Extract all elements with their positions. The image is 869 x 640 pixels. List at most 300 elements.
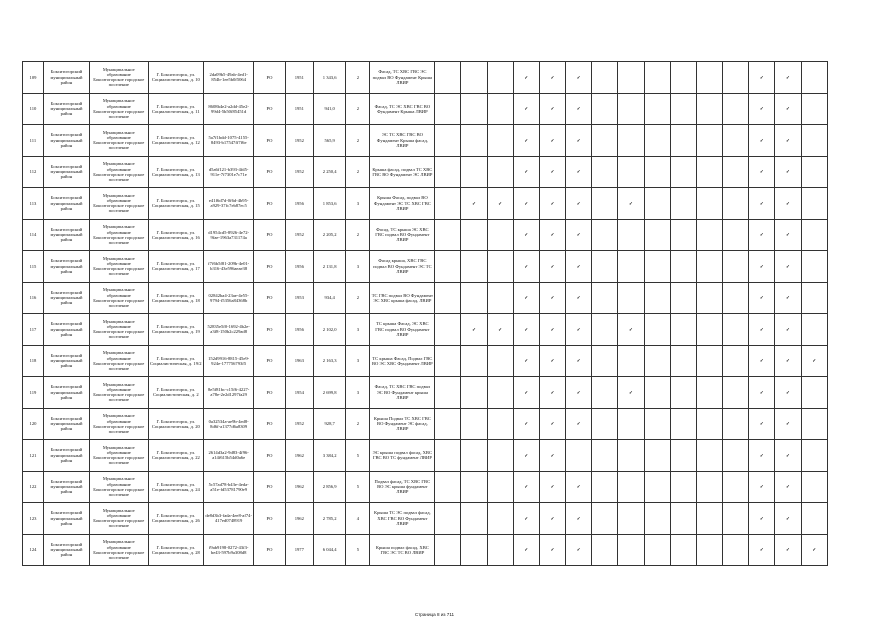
year-cell: 1954 <box>285 377 313 409</box>
year-cell: 1951 <box>285 62 313 94</box>
empty-cell <box>618 156 644 188</box>
empty-cell <box>461 345 487 377</box>
checkmark-icon: ✓ <box>775 471 801 503</box>
checkmark-icon: ✓ <box>487 314 513 346</box>
empty-cell <box>618 251 644 283</box>
checkmark-icon: ✓ <box>775 440 801 472</box>
type-cell: РО <box>254 62 285 94</box>
checkmark-icon: ✓ <box>513 314 539 346</box>
address-cell: Г. Бокситогорск, ул. Социалистическая, д. 20 <box>148 408 203 440</box>
empty-cell <box>592 156 618 188</box>
area-cell: 565,9 <box>313 125 345 157</box>
empty-cell <box>461 125 487 157</box>
empty-cell <box>461 282 487 314</box>
empty-cell <box>723 377 749 409</box>
type-cell: РО <box>254 471 285 503</box>
empty-cell <box>644 503 670 535</box>
year-cell: 1952 <box>285 408 313 440</box>
empty-cell <box>801 440 828 472</box>
count-cell: 2 <box>346 282 370 314</box>
checkmark-icon: ✓ <box>775 251 801 283</box>
empty-cell <box>435 534 461 566</box>
empty-cell <box>696 188 722 220</box>
checkmark-icon: ✓ <box>749 408 775 440</box>
empty-cell <box>487 440 513 472</box>
empty-cell <box>644 345 670 377</box>
municipality-cell: Муниципальное образование Бокситогорское городское поселение <box>89 125 148 157</box>
count-cell: 2 <box>346 93 370 125</box>
empty-cell <box>801 408 828 440</box>
checkmark-icon: ✓ <box>566 408 592 440</box>
empty-cell <box>644 314 670 346</box>
works-cell: ЭС ТС ХВС ГВС ВО Фундамент Крыша фасад, ЛВИР <box>370 125 435 157</box>
checkmark-icon: ✓ <box>775 314 801 346</box>
count-cell: 4 <box>346 503 370 535</box>
works-cell: ЭС крыша подвал фасад, ХВС ГВС ВО ТС фундамент ЛВИР <box>370 440 435 472</box>
empty-cell <box>723 345 749 377</box>
guid-cell: 152d9916-8815-45e9-924e-177756793f5 <box>204 345 254 377</box>
empty-cell <box>696 503 722 535</box>
area-cell: 2 856,9 <box>313 471 345 503</box>
empty-cell <box>592 534 618 566</box>
empty-cell <box>644 188 670 220</box>
checkmark-icon: ✓ <box>775 503 801 535</box>
empty-cell <box>644 156 670 188</box>
table-row <box>23 440 828 472</box>
district-cell: Бокситогорский муниципальный район <box>43 125 89 157</box>
type-cell: РО <box>254 408 285 440</box>
guid-cell: f7f6b5f81-209b-4e01-b316-43e596aeae38 <box>204 251 254 283</box>
year-cell: 1952 <box>285 156 313 188</box>
empty-cell <box>723 471 749 503</box>
row-number: 112 <box>23 156 44 188</box>
empty-cell <box>618 471 644 503</box>
empty-cell <box>696 125 722 157</box>
checkmark-icon: ✓ <box>749 282 775 314</box>
checkmark-icon: ✓ <box>749 503 775 535</box>
empty-cell <box>487 377 513 409</box>
area-cell: 1 343,6 <box>313 62 345 94</box>
guid-cell: 2614d3a2-9d83-4f96-a14f615b54d0a6e <box>204 440 254 472</box>
checkmark-icon: ✓ <box>801 534 828 566</box>
municipality-cell: Муниципальное образование Бокситогорское городское поселение <box>89 345 148 377</box>
checkmark-icon: ✓ <box>539 282 565 314</box>
empty-cell <box>696 219 722 251</box>
empty-cell <box>801 125 828 157</box>
row-number: 110 <box>23 93 44 125</box>
guid-cell: 52835e5f0-1692-4b2e-a3f8-150b2c229ad8 <box>204 314 254 346</box>
empty-cell <box>801 314 828 346</box>
empty-cell <box>696 93 722 125</box>
checkmark-icon: ✓ <box>749 440 775 472</box>
empty-cell <box>461 471 487 503</box>
guid-cell: 02842ba4-23ae-4e55-9794-f5356a84368b <box>204 282 254 314</box>
empty-cell <box>670 440 696 472</box>
empty-cell <box>487 408 513 440</box>
type-cell: РО <box>254 440 285 472</box>
empty-cell <box>592 62 618 94</box>
empty-cell <box>592 377 618 409</box>
guid-cell: e41f6d7d-0f6d-4b95-a929-37fc7eb87ec5 <box>204 188 254 220</box>
table-row <box>23 345 828 377</box>
municipality-cell: Муниципальное образование Бокситогорское городское поселение <box>89 503 148 535</box>
checkmark-icon: ✓ <box>749 62 775 94</box>
empty-cell <box>461 93 487 125</box>
empty-cell <box>435 314 461 346</box>
empty-cell <box>801 251 828 283</box>
count-cell: 2 <box>346 219 370 251</box>
checkmark-icon: ✓ <box>539 408 565 440</box>
checkmark-icon: ✓ <box>539 251 565 283</box>
empty-cell <box>670 534 696 566</box>
empty-cell <box>696 156 722 188</box>
empty-cell <box>670 471 696 503</box>
municipality-cell: Муниципальное образование Бокситогорское городское поселение <box>89 534 148 566</box>
empty-cell <box>592 345 618 377</box>
empty-cell <box>592 282 618 314</box>
checkmark-icon: ✓ <box>513 408 539 440</box>
empty-cell <box>461 534 487 566</box>
area-cell: 3 384,2 <box>313 440 345 472</box>
checkmark-icon: ✓ <box>566 125 592 157</box>
district-cell: Бокситогорский муниципальный район <box>43 62 89 94</box>
empty-cell <box>644 125 670 157</box>
empty-cell <box>592 440 618 472</box>
works-cell: Крыша Фасад, подвал ВО Фундамент ЭС ТС ХВС ГВС ЛВИР <box>370 188 435 220</box>
area-cell: 928,7 <box>313 408 345 440</box>
empty-cell <box>644 282 670 314</box>
table-row <box>23 93 828 125</box>
empty-cell <box>461 377 487 409</box>
empty-cell <box>670 219 696 251</box>
checkmark-icon: ✓ <box>566 62 592 94</box>
empty-cell <box>487 534 513 566</box>
empty-cell <box>801 471 828 503</box>
checkmark-icon: ✓ <box>566 156 592 188</box>
checkmark-icon: ✓ <box>749 188 775 220</box>
type-cell: РО <box>254 156 285 188</box>
district-cell: Бокситогорский муниципальный район <box>43 219 89 251</box>
works-cell: ТС ГВС подвал ВО Фундамент ЭС ХВС крыша фасад, ЛВИР <box>370 282 435 314</box>
municipality-cell: Муниципальное образование Бокситогорское городское поселение <box>89 471 148 503</box>
empty-cell <box>723 93 749 125</box>
checkmark-icon: ✓ <box>775 345 801 377</box>
checkmark-icon: ✓ <box>775 62 801 94</box>
works-cell: Крыша фасад, подвал ТС ХВС ГВС ВО Фундамент ЭС ЛВИР <box>370 156 435 188</box>
year-cell: 1956 <box>285 251 313 283</box>
checkmark-icon: ✓ <box>749 534 775 566</box>
empty-cell <box>487 219 513 251</box>
count-cell: 3 <box>346 345 370 377</box>
empty-cell <box>696 408 722 440</box>
works-cell: Фасад крыша, ХВС ГВС подвал ВО Фундамент ЭС ТС ЛВИР <box>370 251 435 283</box>
checkmark-icon: ✓ <box>566 188 592 220</box>
municipality-cell: Муниципальное образование Бокситогорское городское поселение <box>89 282 148 314</box>
empty-cell <box>696 377 722 409</box>
municipality-cell: Муниципальное образование Бокситогорское городское поселение <box>89 219 148 251</box>
empty-cell <box>644 251 670 283</box>
checkmark-icon: ✓ <box>566 219 592 251</box>
checkmark-icon: ✓ <box>775 188 801 220</box>
guid-cell: 2da09b5-49ab-4ed1-854b-1ee5b0f5064 <box>204 62 254 94</box>
guid-cell: 8e5f81bc-c15f6-4227-a78e-2e2d1297fa29 <box>204 377 254 409</box>
checkmark-icon: ✓ <box>513 377 539 409</box>
count-cell: 2 <box>346 62 370 94</box>
empty-cell <box>592 503 618 535</box>
area-cell: 2 785,2 <box>313 503 345 535</box>
empty-cell <box>670 314 696 346</box>
empty-cell <box>723 125 749 157</box>
checkmark-icon: ✓ <box>513 219 539 251</box>
empty-cell <box>723 282 749 314</box>
checkmark-icon: ✓ <box>566 314 592 346</box>
checkmark-icon: ✓ <box>513 125 539 157</box>
empty-cell <box>801 62 828 94</box>
empty-cell <box>435 125 461 157</box>
address-cell: Г. Бокситогорск, ул. Социалистическая, д. 26 <box>148 503 203 535</box>
empty-cell <box>435 188 461 220</box>
row-number: 120 <box>23 408 44 440</box>
checkmark-icon: ✓ <box>775 156 801 188</box>
empty-cell <box>670 503 696 535</box>
empty-cell <box>461 62 487 94</box>
row-number: 123 <box>23 503 44 535</box>
area-cell: 2 205,2 <box>313 219 345 251</box>
area-cell: 2 250,4 <box>313 156 345 188</box>
year-cell: 1956 <box>285 188 313 220</box>
empty-cell <box>566 440 592 472</box>
guid-cell: 5a7f1bdd-1075-4155-8493-b17547ff7f6e <box>204 125 254 157</box>
empty-cell <box>696 282 722 314</box>
year-cell: 1962 <box>285 440 313 472</box>
empty-cell <box>670 251 696 283</box>
empty-cell <box>592 125 618 157</box>
count-cell: 2 <box>346 125 370 157</box>
year-cell: 1977 <box>285 534 313 566</box>
checkmark-icon: ✓ <box>775 534 801 566</box>
area-cell: 2 131,8 <box>313 251 345 283</box>
empty-cell <box>487 503 513 535</box>
municipality-cell: Муниципальное образование Бокситогорское городское поселение <box>89 188 148 220</box>
checkmark-icon: ✓ <box>539 125 565 157</box>
empty-cell <box>435 345 461 377</box>
empty-cell <box>670 93 696 125</box>
checkmark-icon: ✓ <box>539 93 565 125</box>
empty-cell <box>592 251 618 283</box>
empty-cell <box>435 408 461 440</box>
district-cell: Бокситогорский муниципальный район <box>43 282 89 314</box>
empty-cell <box>435 93 461 125</box>
type-cell: РО <box>254 125 285 157</box>
checkmark-icon: ✓ <box>749 251 775 283</box>
empty-cell <box>435 282 461 314</box>
checkmark-icon: ✓ <box>566 377 592 409</box>
checkmark-icon: ✓ <box>513 251 539 283</box>
empty-cell <box>644 62 670 94</box>
checkmark-icon: ✓ <box>618 377 644 409</box>
guid-cell: f9ab9198-0272-43f3-be43-597b9a308d8 <box>204 534 254 566</box>
empty-cell <box>696 62 722 94</box>
empty-cell <box>487 345 513 377</box>
empty-cell <box>487 93 513 125</box>
checkmark-icon: ✓ <box>618 188 644 220</box>
empty-cell <box>696 440 722 472</box>
checkmark-icon: ✓ <box>618 314 644 346</box>
checkmark-icon: ✓ <box>513 503 539 535</box>
checkmark-icon: ✓ <box>539 377 565 409</box>
empty-cell <box>801 188 828 220</box>
housing-registry-table <box>22 61 828 566</box>
address-cell: Г. Бокситогорск, ул. Социалистическая, д. 2 <box>148 377 203 409</box>
empty-cell <box>592 219 618 251</box>
empty-cell <box>592 314 618 346</box>
checkmark-icon: ✓ <box>539 471 565 503</box>
district-cell: Бокситогорский муниципальный район <box>43 156 89 188</box>
address-cell: Г. Бокситогорск, ул. Социалистическая, д. 17 <box>148 251 203 283</box>
municipality-cell: Муниципальное образование Бокситогорское городское поселение <box>89 440 148 472</box>
district-cell: Бокситогорский муниципальный район <box>43 251 89 283</box>
address-cell: Г. Бокситогорск, ул. Социалистическая, д. 10 <box>148 62 203 94</box>
count-cell: 3 <box>346 377 370 409</box>
empty-cell <box>670 408 696 440</box>
checkmark-icon: ✓ <box>566 282 592 314</box>
table-row <box>23 188 828 220</box>
area-cell: 934,4 <box>313 282 345 314</box>
municipality-cell: Муниципальное образование Бокситогорское городское поселение <box>89 314 148 346</box>
empty-cell <box>670 345 696 377</box>
guid-cell: 0a32534a-ae9b-4ed8-8d6f-a1377d6a8309 <box>204 408 254 440</box>
guid-cell: 5c57ad78-b43e-4eda-a51e-fd53781790e9 <box>204 471 254 503</box>
checkmark-icon: ✓ <box>775 219 801 251</box>
address-cell: Г. Бокситогорск, ул. Социалистическая, д. 24 <box>148 471 203 503</box>
checkmark-icon: ✓ <box>539 345 565 377</box>
guid-cell: d5a6f121-b393-4fd5-911e-7f7301e7c71e <box>204 156 254 188</box>
checkmark-icon: ✓ <box>539 219 565 251</box>
empty-cell <box>487 251 513 283</box>
district-cell: Бокситогорский муниципальный район <box>43 188 89 220</box>
district-cell: Бокситогорский муниципальный район <box>43 503 89 535</box>
empty-cell <box>487 156 513 188</box>
row-number: 116 <box>23 282 44 314</box>
empty-cell <box>461 251 487 283</box>
checkmark-icon: ✓ <box>539 188 565 220</box>
empty-cell <box>670 125 696 157</box>
checkmark-icon: ✓ <box>749 471 775 503</box>
checkmark-icon: ✓ <box>749 156 775 188</box>
checkmark-icon: ✓ <box>539 314 565 346</box>
empty-cell <box>723 251 749 283</box>
empty-cell <box>723 314 749 346</box>
empty-cell <box>435 440 461 472</box>
table-row <box>23 408 828 440</box>
empty-cell <box>670 188 696 220</box>
empty-cell <box>723 62 749 94</box>
empty-cell <box>435 251 461 283</box>
empty-cell <box>670 282 696 314</box>
row-number: 117 <box>23 314 44 346</box>
year-cell: 1951 <box>285 93 313 125</box>
table-row <box>23 62 828 94</box>
table-row <box>23 125 828 157</box>
empty-cell <box>723 440 749 472</box>
checkmark-icon: ✓ <box>775 93 801 125</box>
works-cell: Фасад, ТС ХВС ГВС подвал ЭС ВО Фундамент крыша ЛВИР <box>370 377 435 409</box>
year-cell: 1963 <box>285 345 313 377</box>
count-cell: 3 <box>346 314 370 346</box>
table-row <box>23 282 828 314</box>
empty-cell <box>723 534 749 566</box>
empty-cell <box>670 377 696 409</box>
table-row <box>23 156 828 188</box>
year-cell: 1952 <box>285 125 313 157</box>
district-cell: Бокситогорский муниципальный район <box>43 93 89 125</box>
empty-cell <box>618 93 644 125</box>
checkmark-icon: ✓ <box>513 156 539 188</box>
checkmark-icon: ✓ <box>513 345 539 377</box>
page-footer: Страница 8 из 711 <box>414 612 455 617</box>
empty-cell <box>644 408 670 440</box>
empty-cell <box>723 156 749 188</box>
empty-cell <box>644 471 670 503</box>
table-row <box>23 503 828 535</box>
table-row <box>23 534 828 566</box>
row-number: 111 <box>23 125 44 157</box>
type-cell: РО <box>254 282 285 314</box>
district-cell: Бокситогорский муниципальный район <box>43 471 89 503</box>
empty-cell <box>644 93 670 125</box>
table-row <box>23 219 828 251</box>
empty-cell <box>592 408 618 440</box>
address-cell: Г. Бокситогорск, ул. Социалистическая, д. 15 <box>148 188 203 220</box>
checkmark-icon: ✓ <box>749 377 775 409</box>
empty-cell <box>696 251 722 283</box>
address-cell: Г. Бокситогорск, ул. Социалистическая, д. 13 <box>148 156 203 188</box>
empty-cell <box>801 282 828 314</box>
row-number: 113 <box>23 188 44 220</box>
empty-cell <box>696 534 722 566</box>
checkmark-icon: ✓ <box>539 440 565 472</box>
address-cell: Г. Бокситогорск, ул. Социалистическая, д. 19/2 <box>148 345 203 377</box>
guid-cell: de8d3b3-fada-4ee8-af74-417ed0748919 <box>204 503 254 535</box>
checkmark-icon: ✓ <box>566 503 592 535</box>
empty-cell <box>618 282 644 314</box>
empty-cell <box>592 93 618 125</box>
year-cell: 1962 <box>285 471 313 503</box>
checkmark-icon: ✓ <box>775 282 801 314</box>
table-row <box>23 251 828 283</box>
works-cell: Крыша Подвал ТС ХВС ГВС ВО Фундамент ЭС фасад, ЛВИР <box>370 408 435 440</box>
checkmark-icon: ✓ <box>539 156 565 188</box>
row-number: 109 <box>23 62 44 94</box>
works-cell: Крыша ТС ЭС подвал фасад, ХВС ГВС ВО Фундамент ЛВИР <box>370 503 435 535</box>
table-row <box>23 377 828 409</box>
municipality-cell: Муниципальное образование Бокситогорское городское поселение <box>89 62 148 94</box>
empty-cell <box>644 440 670 472</box>
checkmark-icon: ✓ <box>566 251 592 283</box>
table-row <box>23 314 828 346</box>
checkmark-icon: ✓ <box>513 440 539 472</box>
area-cell: 2 163,3 <box>313 345 345 377</box>
type-cell: РО <box>254 188 285 220</box>
address-cell: Г. Бокситогорск, ул. Социалистическая, д. 18 <box>148 282 203 314</box>
empty-cell <box>487 62 513 94</box>
type-cell: РО <box>254 377 285 409</box>
count-cell: 5 <box>346 534 370 566</box>
empty-cell <box>723 408 749 440</box>
empty-cell <box>618 440 644 472</box>
row-number: 121 <box>23 440 44 472</box>
empty-cell <box>618 219 644 251</box>
